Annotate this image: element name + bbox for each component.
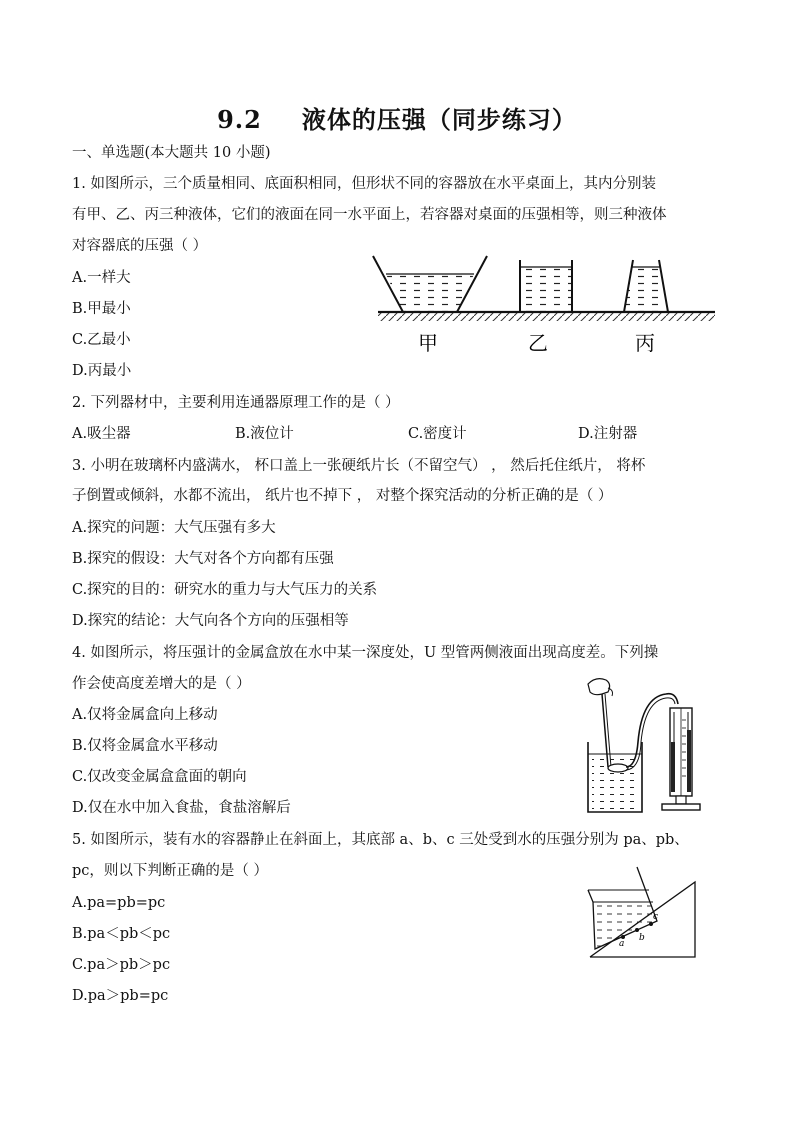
q5-option-a: A.pa=pb=pc [72,895,166,911]
q2-option-c: C.密度计 [408,426,467,442]
title-text: 液体的压强（同步练习） [301,105,577,134]
q4-option-b: B.仅将金属盒水平移动 [72,738,218,754]
section-heading: 一、单选题(本大题共 10 小题) [72,145,271,161]
q1-stem-line2: 有甲、乙、丙三种液体，它们的液面在同一水平面上，若容器对桌面的压强相等，则三种液体 [72,207,667,223]
q1-label-bing: 丙 [635,331,655,355]
q2-option-b: B.液位计 [235,426,294,442]
q1-containers-figure [370,252,720,362]
q5-label-c: c [653,912,659,922]
q1-stem-line1: 1. 如图所示，三个质量相同、底面积相同，但形状不同的容器放在水平桌面上，其内分别装 [72,176,656,192]
q5-stem-line2: pc，则以下判断正确的是（ ） [72,863,269,879]
q5-option-b: B.pa＜pb＜pc [72,926,171,942]
q4-pressure-gauge-figure [578,672,718,817]
q4-option-a: A.仅将金属盒向上移动 [72,707,218,723]
q3-option-d: D.探究的结论：大气向各个方向的压强相等 [72,613,349,629]
title-number: 9.2 [217,105,262,134]
q5-incline-container-figure [585,862,705,962]
q1-option-c: C.乙最小 [72,332,131,348]
q1-option-d: D.丙最小 [72,363,132,379]
q3-option-b: B.探究的假设：大气对各个方向都有压强 [72,551,334,567]
q4-option-d: D.仅在水中加入食盐，食盐溶解后 [72,800,291,816]
q3-stem-line1: 3. 小明在玻璃杯内盛满水， 杯口盖上一张硬纸片长（不留空气） ， 然后托住纸片， 将杯 [72,458,646,474]
q1-label-yi: 乙 [528,331,548,355]
q4-option-c: C.仅改变金属盒盒面的朝向 [72,769,247,785]
q4-stem-line2: 作会使高度差增大的是（ ） [72,676,251,692]
q3-option-c: C.探究的目的：研究水的重力与大气压力的关系 [72,582,378,598]
q1-stem-line3: 对容器底的压强（ ） [72,238,208,254]
q1-label-jia: 甲 [418,331,438,355]
q3-stem-line2: 子倒置或倾斜，水都不流出， 纸片也不掉下 ， 对整个探究活动的分析正确的是（ ） [72,488,613,504]
q5-label-b: b [639,933,645,943]
page-title [0,100,794,135]
q2-option-a: A.吸尘器 [72,426,131,442]
q2-stem: 2. 下列器材中，主要利用连通器原理工作的是（ ） [72,395,400,411]
q5-label-a: a [619,939,625,949]
q5-option-d: D.pa＞pb=pc [72,988,169,1004]
q4-stem-line1: 4. 如图所示，将压强计的金属盒放在水中某一深度处，U 型管两侧液面出现高度差。下列操 [72,645,659,661]
q1-option-b: B.甲最小 [72,301,131,317]
q2-option-d: D.注射器 [578,426,638,442]
q3-option-a: A.探究的问题：大气压强有多大 [72,520,276,536]
q1-option-a: A.一样大 [72,270,131,286]
q5-option-c: C.pa＞pb＞pc [72,957,171,973]
q5-stem-line1: 5. 如图所示，装有水的容器静止在斜面上，其底部 a、b、c 三处受到水的压强分别为 pa、pb、 [72,832,689,848]
